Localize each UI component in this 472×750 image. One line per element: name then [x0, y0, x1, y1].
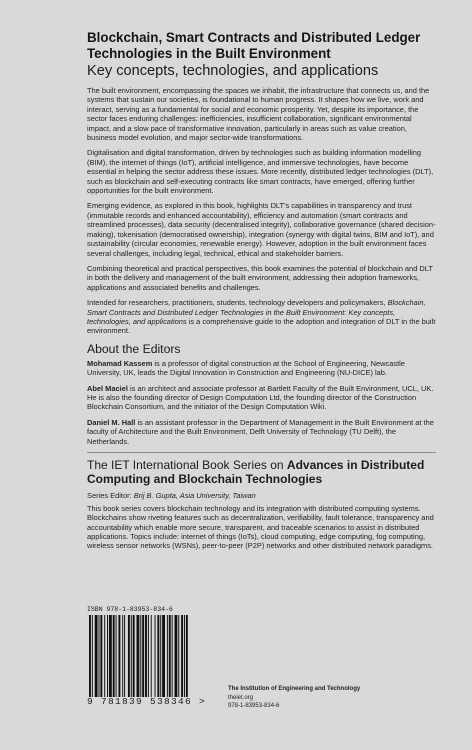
- series-description: This book series covers blockchain technology and its integration with distributed computing systems. Blockchains show riveting features such as decentralization, verifiability, fault tolerance, transparency and accountability which enable more secure, transparent, and traceable scenarios to assist in distributed applications. Topics include: internet of things (IoTs), cloud computing, edge computing, fog computing, wireless sensor networks (WSNs), peer-to-peer (P2P) networks and other distributed network paradigms.: [87, 503, 434, 551]
- blurb-paragraph: Digitalisation and digital transformation, driven by technologies such as building information modelling (BIM), the internet of things (IoT), artificial intelligence, and immersive technologies, have become essential in helping the sector address these issues. More recently, distributed ledger technologies (DLT), such as blockchain and self-executing contracts like smart contracts, have emerged, offering further opportunities for the built environment.: [87, 148, 434, 196]
- series-editor: [87, 491, 436, 500]
- intended-lead: Intended for researchers, practitioners, students, technology developers and policymakers,: [87, 298, 386, 308]
- barcode-image: [87, 615, 217, 697]
- series-editor-name: Brij B. Gupta, Asia University, Taiwan: [133, 490, 256, 500]
- intended-tail: is a comprehensive guide to the adoption and integration of DLT in the built environment.: [87, 316, 436, 336]
- book-subtitle: Key concepts, technologies, and applications: [87, 63, 379, 79]
- editor-bio: [87, 418, 436, 446]
- editor-description: is an architect and associate professor at Bartlett Faculty of the Built Environment, UCL, UK. He is also the founding director of Design Computation Ltd, the founding director of the Construction Blockchain Consortium, and the initiator of the Design Computation Wiki.: [87, 383, 434, 412]
- editor-description: is an assistant professor in the Department of Management in the Built Environment at the faculty of Architecture and the Built Environment, Delft University of Technology (TU Delft), the Netherlands.: [87, 417, 434, 446]
- editor-description: is a professor of digital construction at the School of Engineering, Newcastle University, UK, leads the Digital Innovation in Construction and Engineering (NU-DICE) lab.: [87, 358, 405, 378]
- series-heading: [87, 458, 436, 487]
- series-editor-label: Series Editor:: [87, 490, 132, 500]
- editor-bio: [87, 384, 436, 412]
- publisher-isbn: 978-1-83953-834-6: [228, 703, 280, 709]
- editors-heading: About the Editors: [87, 341, 181, 356]
- editor-name: Daniel M. Hall: [87, 417, 136, 427]
- barcode-block: [87, 606, 219, 716]
- section-divider: [87, 452, 436, 453]
- blurb-paragraph: Combining theoretical and practical perspectives, this book examines the potential of blockchain and DLT in both the delivery and management of the built environment, addressing their adoption frameworks, applications and associated benefits and challenges.: [87, 263, 433, 292]
- blurb-paragraph: The built environment, encompassing the spaces we inhabit, the infrastructure that connects us, and the systems that sustain our societies, is foundational to human progress. It shapes how we live, work and interact, serving as a fundamental for social and economic prosperity. Yet, despite its importance, the sector faces enduring challenges: inefficiencies, insufficient collaboration, significant environmental impact, and a slow pace of transformative innovation, particularly in areas such as value creation, business model evolution, and major sector-wide transformations.: [87, 86, 430, 143]
- editor-name: Abel Maciel: [87, 383, 128, 393]
- blurb-paragraph: Emerging evidence, as explored in this book, highlights DLT's capabilities in transparency and trust (immutable records and enhanced accountability), efficiency and automation (smart contracts and streamlined processes), data security (decentralised integrity), collaborative governance (shared decision-making), tokenisation (democratised ownership), integration (synergy with digital twins, BIM and IoT), and sustainability (circular economies, renewable energy). However, adoption in the built environment faces several challenges, including legal, technical, ethical and stakeholder barriers.: [87, 201, 436, 258]
- editor-bio: [87, 359, 436, 378]
- series-name: Advances in Distributed Computing and Blockchain Technologies: [87, 458, 425, 487]
- series-lead: The IET International Book Series on: [87, 458, 284, 472]
- book-title: Blockchain, Smart Contracts and Distributed Ledger Technologies in the Built Environment: [87, 30, 421, 61]
- editor-name: Mohamad Kassem: [87, 358, 153, 368]
- intended-paragraph: [87, 298, 436, 336]
- barcode-number: 9 781839 538346 >: [87, 696, 207, 707]
- publisher-block: [228, 685, 360, 711]
- publisher-name: The Institution of Engineering and Technology: [228, 686, 361, 692]
- isbn-label: ISBN 978-1-83953-834-6: [87, 606, 173, 613]
- editors-section: [87, 359, 436, 446]
- publisher-site: theiet.org: [228, 694, 254, 701]
- intended-title-italic: Blockchain, Smart Contracts and Distributed Ledger Technologies in the Built Environment: Key concepts, technologies, and applications: [87, 298, 426, 326]
